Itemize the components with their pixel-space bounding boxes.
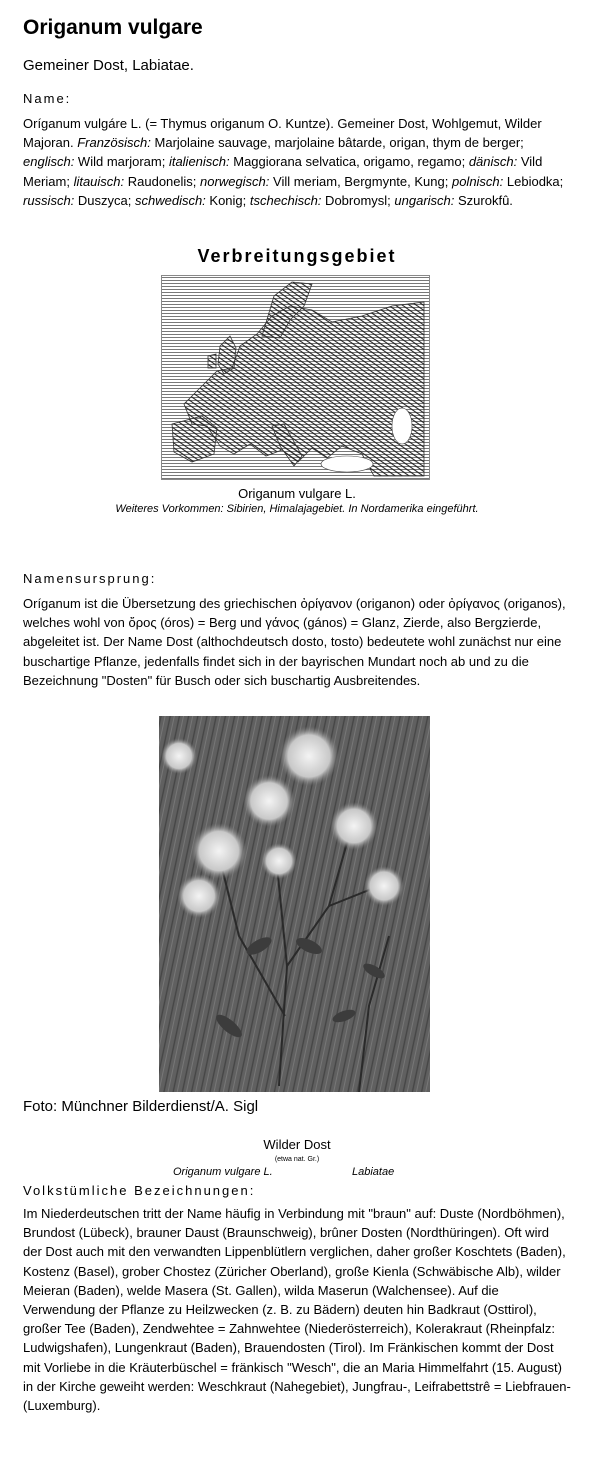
origin-paragraph: Oríganum ist die Übersetzung des griechischen ὀρίγανον (origanon) oder ὀρίγανος (origanos), welches wohl von ὄρος (óros) = Berg und γάνος (gános) = Glanz, Zierde, also Bergzierde, abgeleitet ist. Der Name Dost (althochdeutsch dosto, tosto) bedeutete wohl zunächst nur eine buschartige Pflanze, jedenfalls findet sich in der bayrischen Mundart noch ab und zu die Bezeichnung "Dosten" für Busch oder sich buschartig Ausbreitendes. bbox=[23, 596, 566, 688]
figure-size-note: (etwa nat. Gr.) bbox=[274, 1156, 320, 1163]
name-translations bbox=[23, 135, 563, 208]
language-label: dänisch: bbox=[468, 154, 518, 170]
language-translation: Raudonelis; bbox=[124, 173, 201, 189]
page-title: Origanum vulgare bbox=[23, 16, 203, 39]
name-heading: Name: bbox=[23, 91, 72, 106]
folk-names-heading: Volkstümliche Bezeichnungen: bbox=[23, 1183, 256, 1198]
figure-family: Labiatae bbox=[352, 1166, 395, 1178]
language-label: polnisch: bbox=[451, 173, 504, 189]
map-title: Verbreitungsgebiet bbox=[197, 246, 397, 266]
distribution-map bbox=[161, 275, 430, 480]
language-label: ungarisch: bbox=[394, 192, 455, 208]
language-translation: Wild marjoram; bbox=[74, 154, 169, 170]
plant-photo bbox=[159, 716, 430, 1092]
photo-credit: Foto: Münchner Bilderdienst/A. Sigl bbox=[23, 1098, 259, 1115]
language-label: schwedisch: bbox=[134, 192, 206, 208]
language-translation: Dobromysl; bbox=[321, 192, 395, 208]
origin-heading: Namensursprung: bbox=[23, 571, 157, 586]
figure-latin-name: Origanum vulgare L. bbox=[173, 1166, 273, 1178]
europe-map-icon bbox=[162, 276, 429, 479]
page-subtitle: Gemeiner Dost, Labiatae. bbox=[23, 57, 194, 74]
language-translation: Vill meriam, Bergmynte, Kung; bbox=[269, 173, 452, 189]
language-label: norwegisch: bbox=[200, 173, 270, 189]
language-translation: Marjolaine sauvage, marjolaine bâtarde, origan, thym de berger; bbox=[150, 135, 524, 151]
figure-common-name: Wilder Dost bbox=[263, 1137, 331, 1152]
language-label: italienisch: bbox=[168, 154, 230, 170]
map-caption: Origanum vulgare L. bbox=[238, 486, 356, 501]
language-label: russisch: bbox=[23, 192, 75, 208]
language-translation: Konig; bbox=[205, 192, 250, 208]
language-translation: Vild Meriam; bbox=[23, 154, 543, 189]
name-intro: Oríganum vulgáre L. (= Thymus origanum O. Kuntze). Gemeiner Dost, Wohlgemut, Wilder Majoran. bbox=[23, 116, 542, 151]
language-translation: Duszyca; bbox=[74, 192, 135, 208]
map-note: Weiteres Vorkommen: Sibirien, Himalajagebiet. In Nordamerika eingeführt. bbox=[115, 503, 479, 515]
language-translation: Szurokfû. bbox=[454, 192, 513, 208]
folk-names-paragraph: Im Niederdeutschen tritt der Name häufig in Verbindung mit "braun" auf: Duste (Nordböhmen), Brundost (Lübeck), brauner Daust (Braunschweig), brûner Dosten (Nordthüringen). Oft wird der Dost auch mit den verwandten Lippenblütlern verglichen, daher großer Koschtets (Baden), Kostenz (Basel), grober Chostez (Züricher Oberland), große Kienla (Schwäbische Alb), wilder Meieran (Baden), welde Masera (St. Gallen), wilda Maserun (Walchensee). Auf die Verwendung der Pflanze zu Heilzwecken (z. B. zu Bädern) deuten hin Badkraut (Osttirol), großer Tee (Baden), Zendwehtee = Zahnwehtee (Niederösterreich), Kolerakraut (Rheinpfalz: Ludwigshafen), Lungenkraut (Baden), Brauendosten (Tirol). Im Fränkischen kommt der Dost mit Vorliebe in die Kräuterbüschel = fränkisch "Wesch", die an Maria Himmelfahrt (15. August) in der Kirche geweiht werden: Weschkraut (Nahegebiet), Jungfrau-, Leifrabettstrê = Liebfrauen- (Luxemburg). bbox=[23, 1206, 571, 1414]
language-label: tschechisch: bbox=[249, 192, 322, 208]
name-paragraph bbox=[23, 114, 571, 210]
language-label: Französisch: bbox=[77, 135, 151, 151]
language-label: litauisch: bbox=[73, 173, 125, 189]
oregano-plant-icon bbox=[159, 716, 430, 1092]
language-translation: Maggiorana selvatica, origamo, regamo; bbox=[229, 154, 469, 170]
language-translation: Lebiodka; bbox=[503, 173, 564, 189]
language-label: englisch: bbox=[23, 154, 75, 170]
